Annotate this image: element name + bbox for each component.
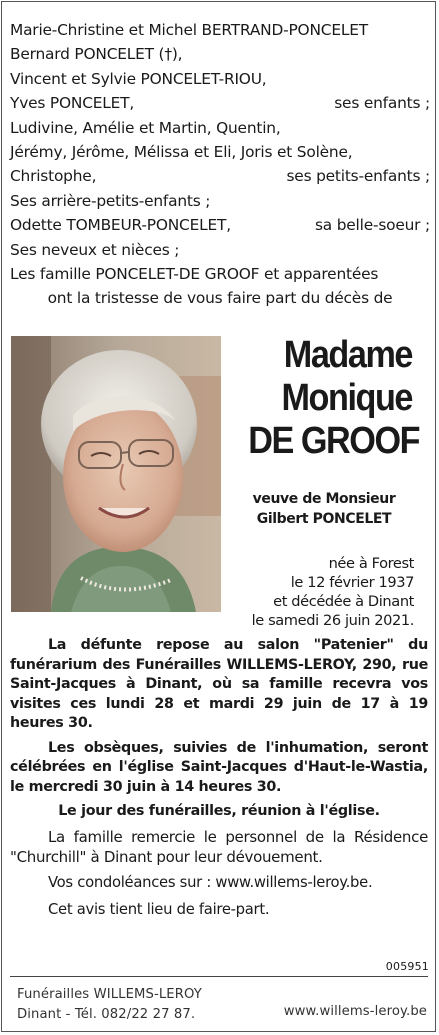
- name-title: Madame: [283, 334, 412, 376]
- thanks-paragraph: La famille remercie le personnel de la Résidence "Churchill" à Dinant pour leur dévouement.: [10, 827, 428, 866]
- widow-info: veuve de Monsieur Gilbert PONCELET: [252, 491, 396, 527]
- family-row: Christophe, ses petits-enfants ;: [10, 167, 430, 186]
- family-row: Yves PONCELET, ses enfants ;: [10, 94, 430, 113]
- family-row: Ludivine, Amélie et Martin, Quentin,: [10, 118, 281, 137]
- company-name: Funérailles WILLEMS-LEROY: [17, 987, 202, 1002]
- family-row: Ses arrière-petits-enfants ;: [10, 191, 211, 210]
- family-row: Bernard PONCELET (†),: [10, 45, 183, 64]
- company-phone: Dinant - Tél. 082/22 27 87.: [17, 1007, 196, 1022]
- rest-paragraph: La défunte repose au salon "Patenier" du funérarium des Funérailles WILLEMS-LEROY, 290, rue Saint-Jacques à Dinant, où sa famille recevra vos visites ces lundi 28 et mardi 29 juin de 17 à 19 heures 30.: [10, 637, 428, 731]
- name-first: Monique: [281, 377, 412, 419]
- notice-paragraph: Cet avis tient lieu de faire-part.: [48, 900, 270, 918]
- condolences-paragraph: Vos condoléances sur : www.willems-leroy.be.: [48, 873, 373, 891]
- name-last: DE GROOF: [248, 420, 420, 462]
- company-website: www.willems-leroy.be: [283, 1004, 427, 1019]
- family-row: Les famille PONCELET-DE GROOF et apparentées: [10, 265, 379, 284]
- deceased-name: [230, 334, 420, 463]
- family-row: Jérémy, Jérôme, Mélissa et Eli, Joris et Solène,: [10, 143, 353, 162]
- footer-divider: [10, 976, 428, 977]
- family-list: [10, 18, 430, 311]
- reference-number: 005951: [385, 960, 429, 973]
- family-row: Marie-Christine et Michel BERTRAND-PONCELET: [10, 21, 368, 39]
- announcement-line: ont la tristesse de vous faire part du décès de: [47, 289, 393, 308]
- funeral-paragraph: Les obsèques, suivies de l'inhumation, seront célébrées en l'église Saint-Jacques d'Haut-le-Wastia, le mercredi 30 juin à 14 heures 30.: [10, 739, 428, 795]
- footer-company: [17, 985, 202, 1025]
- birth-death-info: née à Forest le 12 février 1937 et décédée à Dinant le samedi 26 juin 2021.: [251, 555, 414, 629]
- family-row: Ses neveux et nièces ;: [10, 240, 180, 259]
- meeting-paragraph: Le jour des funérailles, réunion à l'église.: [58, 803, 380, 819]
- deceased-portrait: [11, 336, 221, 612]
- family-row: Odette TOMBEUR-PONCELET, sa belle-soeur ;: [10, 216, 430, 235]
- family-row: Vincent et Sylvie PONCELET-RIOU,: [10, 69, 267, 88]
- notice-body: [10, 636, 428, 922]
